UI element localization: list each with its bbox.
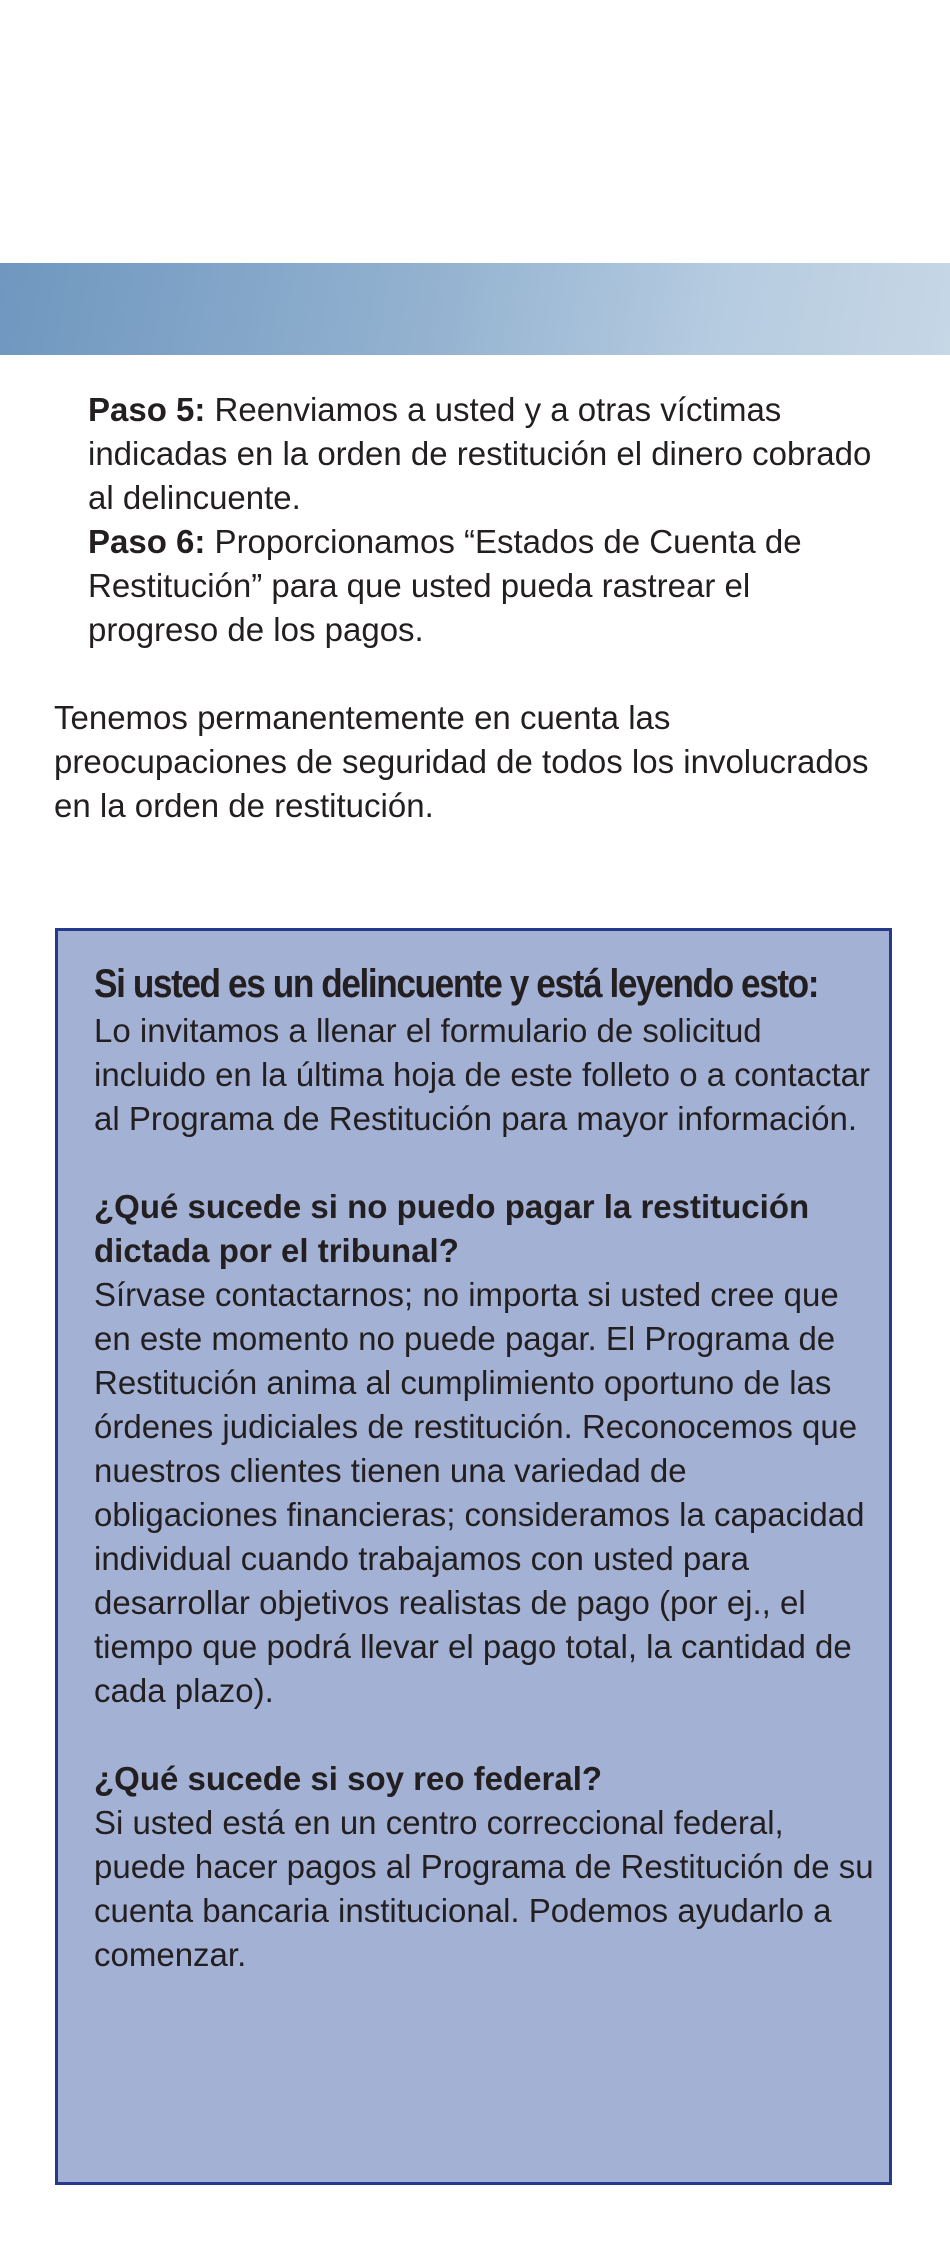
faq-question-federal-inmate: ¿Qué sucede si soy reo federal?: [94, 1760, 603, 1797]
steps-list: [88, 388, 888, 652]
step-5-label: Paso 5:: [88, 391, 206, 428]
spacer: [94, 1713, 874, 1757]
offender-intro: Lo invitamos a llenar el formulario de solicitud incluido en la última hoja de este folleto o a contactar al Programa de Restitución para mayor información.: [94, 1012, 870, 1137]
faq-question-cannot-pay: ¿Qué sucede si no puedo pagar la restitución dictada por el tribunal?: [94, 1188, 810, 1269]
step-6: [88, 520, 888, 652]
offender-box-heading: Si usted es un delincuente y está leyendo esto:: [94, 962, 819, 1006]
step-5: [88, 388, 888, 520]
header-gradient-banner: [0, 263, 950, 355]
step-6-label: Paso 6:: [88, 523, 206, 560]
faq-answer-cannot-pay: Sírvase contactarnos; no importa si usted cree que en este momento no puede pagar. El Programa de Restitución anima al cumplimiento oportuno de las órdenes judiciales de restitución. Reconocemos que nuestros clientes tienen una variedad de obligaciones financieras; consideramos la capacidad individual cuando trabajamos con usted para desarrollar objetivos realistas de pago (por ej., el tiempo que podrá llevar el pago total, la cantidad de cada plazo).: [94, 1276, 865, 1709]
step-5-text: Reenviamos a usted y a otras víctimas indicadas en la orden de restitución el dinero cobrado al delincuente.: [88, 391, 872, 516]
faq-answer-federal-inmate: Si usted está en un centro correccional federal, puede hacer pagos al Programa de Restitución de su cuenta bancaria institucional. Podemos ayudarlo a comenzar.: [94, 1804, 874, 1973]
offender-box-content: [94, 959, 874, 1977]
offender-info-box: [55, 928, 892, 2185]
step-6-text: Proporcionamos “Estados de Cuenta de Restitución” para que usted pueda rastrear el progreso de los pagos.: [88, 523, 802, 648]
spacer: [94, 1141, 874, 1185]
safety-paragraph: Tenemos permanentemente en cuenta las preocupaciones de seguridad de todos los involucrados en la orden de restitución.: [54, 699, 869, 824]
